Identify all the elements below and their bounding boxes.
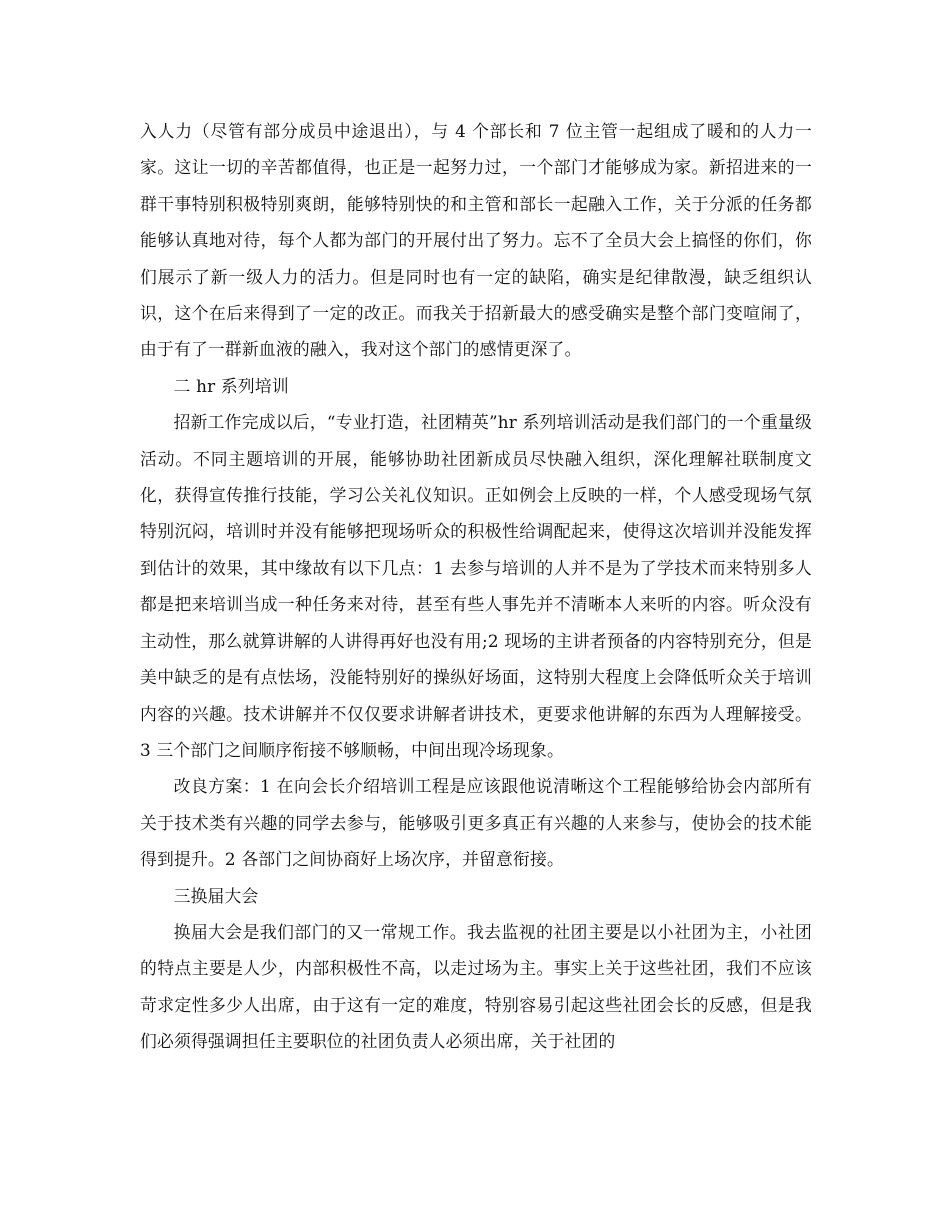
section-heading-hr-training: 二 hr 系列培训: [173, 375, 289, 396]
paragraph-improvement-plan: 改良方案：1 在向会长介绍培训工程是应该跟他说清晰这个工程能够给协会内部所有关于技术类有兴趣的同学去参与，能够吸引更多真正有兴趣的人来参与，使协会的技术能得到提升。2 各部门之间协商好上场次序，并留意衔接。: [140, 776, 812, 870]
document-body: [140, 113, 812, 1060]
paragraph-election-meeting: 换届大会是我们部门的又一常规工作。我去监视的社团主要是以小社团为主，小社团的特点主要是人少，内部积极性不高，以走过场为主。事实上关于这些社团，我们不应该苛求定性多少人出席，由于这有一定的难度，特别容易引起这些社团会长的反感，但是我们必须得强调担任主要职位的社团负责人必须出席，关于社团的: [140, 921, 812, 1052]
paragraph-recruitment-summary: 入人力（尽管有部分成员中途退出），与 4 个部长和 7 位主管一起组成了暖和的人力一家。这让一切的辛苦都值得，也正是一起努力过，一个部门才能够成为家。新招进来的一群干事特别积极特别爽朗，能够特别快的和主管和部长一起融入工作，关于分派的任务都能够认真地对待，每个人都为部门的开展付出了努力。忘不了全员大会上搞怪的你们，你们展示了新一级人力的活力。但是同时也有一定的缺陷，确实是纪律散漫，缺乏组织认识，这个在后来得到了一定的改正。而我关于招新最大的感受确实是整个部门变喧闹了，由于有了一群新血液的融入，我对这个部门的感情更深了。: [140, 121, 812, 360]
paragraph-hr-training: 招新工作完成以后，“专业打造，社团精英”hr 系列培训活动是我们部门的一个重量级活动。不同主题培训的开展，能够协助社团新成员尽快融入组织，深化理解社联制度文化，获得宣传推行技能，学习公关礼仪知识。正如例会上反映的一样，个人感受现场气氛特别沉闷，培训时并没有能够把现场听众的积极性给调配起来，使得这次培训并没能发挥到估计的效果，其中缘故有以下几点：1 去参与培训的人并不是为了学技术而来特别多人都是把来培训当成一种任务来对待，甚至有些人事先并不清晰本人来听的内容。听众没有主动性，那么就算讲解的人讲得再好也没有用;2 现场的主讲者预备的内容特别充分，但是美中缺乏的是有点怯场，没能特别好的操纵好场面，这特别大程度上会降低听众关于培训内容的兴趣。技术讲解并不仅仅要求讲解者讲技术，更要求他讲解的东西为人理解接受。3 三个部门之间顺序衔接不够顺畅，中间出现冷场现象。: [140, 412, 812, 760]
section-heading-election-meeting: 三换届大会: [173, 885, 259, 906]
